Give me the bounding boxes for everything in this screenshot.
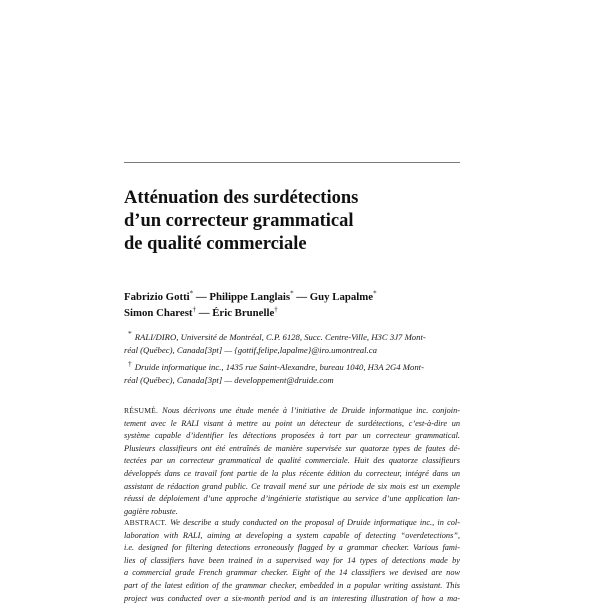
author-name: — Guy Lapalme xyxy=(296,291,374,303)
abstract-french xyxy=(124,405,460,518)
abstract-label: ABSTRACT. xyxy=(124,518,167,527)
title-line: Atténuation des surdétections xyxy=(124,188,359,208)
affiliation-mark: * xyxy=(128,329,132,339)
abstract-line: lies of classifiers have been trained in a supervised way for 14 types of detections made by xyxy=(124,555,460,565)
abstract-line: laboration with RALI, aiming at developing a system capable of detecting “overdetections”, xyxy=(124,530,460,540)
abstract-line: développés dans ce travail font partie de la plus récente édition du correcteur, intégré dans un xyxy=(124,468,460,478)
affiliation-text: Druide informatique inc., 1435 rue Saint-Alexandre, bureau 1040, H3A 2G4 Mont- xyxy=(134,362,424,372)
abstract-line: We describe a study conducted on the proposal of Druide informatique inc., in col- xyxy=(170,518,460,527)
affiliation-text: réal (Québec), Canada[3pt] — {gottif,felipe,lapalme}@iro.umontreal.ca xyxy=(124,345,377,355)
affiliation-mark: † xyxy=(192,305,196,314)
author-name: — Éric Brunelle xyxy=(198,307,275,319)
header-rule xyxy=(124,162,460,163)
affiliation-mark: * xyxy=(373,289,377,298)
author-name: Fabrizio Gotti xyxy=(124,291,190,303)
affiliation-text: réal (Québec), Canada[3pt] — developpement@druide.com xyxy=(124,375,334,385)
title-line: d’un correcteur grammatical xyxy=(124,211,354,231)
author-list xyxy=(124,289,464,321)
abstract-line: project was conducted over a six-month period and is an interesting illustration of how a ma- xyxy=(124,593,460,603)
author-line xyxy=(124,289,464,305)
abstract-line: tectées par un correcteur grammatical de qualité commerciale. Huit des quatorze classifieurs xyxy=(124,456,460,466)
abstract-line: gagière robuste. xyxy=(124,506,178,516)
affiliation-mark: † xyxy=(274,305,278,314)
abstract-line: système capable d’identifier les détections proposées à tort par un correcteur grammatical. xyxy=(124,431,460,441)
abstract-line: Nous décrivons une étude menée à l’initiative de Druide informatique inc. conjoin- xyxy=(162,406,460,415)
affiliation-text: RALI/DIRO, Université de Montréal, C.P. 6128, Succ. Centre-Ville, H3C 3J7 Mont- xyxy=(134,332,426,342)
paper-title xyxy=(124,187,464,256)
abstract-line: a commercial grade French grammar checker. Eight of the 14 classifiers we devised are now xyxy=(124,568,460,578)
abstract-line: part of the latest edition of the grammar checker, embedded in a popular writing assistant. This xyxy=(124,580,460,590)
abstract-line: tement avec le RALI visant à mettre au point un détecteur de surdétections, c’est-à-dire un xyxy=(124,418,460,428)
affiliation-rali xyxy=(124,331,460,357)
affiliation-mark: † xyxy=(128,359,132,369)
author-name: Simon Charest xyxy=(124,307,193,319)
abstract-english xyxy=(124,517,460,605)
affiliation-druide xyxy=(124,361,460,387)
author-line xyxy=(124,305,464,321)
abstract-line: assistant de rédaction grand public. Ce travail mené sur une période de six mois est un exemple xyxy=(124,481,460,491)
abstract-line: i.e. designed for filtering detections erroneously flagged by a grammar checker. Various fami- xyxy=(124,543,460,553)
title-line: de qualité commerciale xyxy=(124,234,307,254)
affiliation-mark: * xyxy=(290,289,294,298)
author-name: — Philippe Langlais xyxy=(195,291,291,303)
abstract-line: réussi de déploiement d’une approche d’ingénierie statistique au service d’une application lan- xyxy=(124,494,460,504)
abstract-line: Plusieurs classifieurs ont été entraînés de manière supervisée sur quatorze types de fautes dé- xyxy=(124,443,460,453)
abstract-label: RÉSUMÉ. xyxy=(124,406,159,415)
affiliation-mark: * xyxy=(189,289,194,298)
